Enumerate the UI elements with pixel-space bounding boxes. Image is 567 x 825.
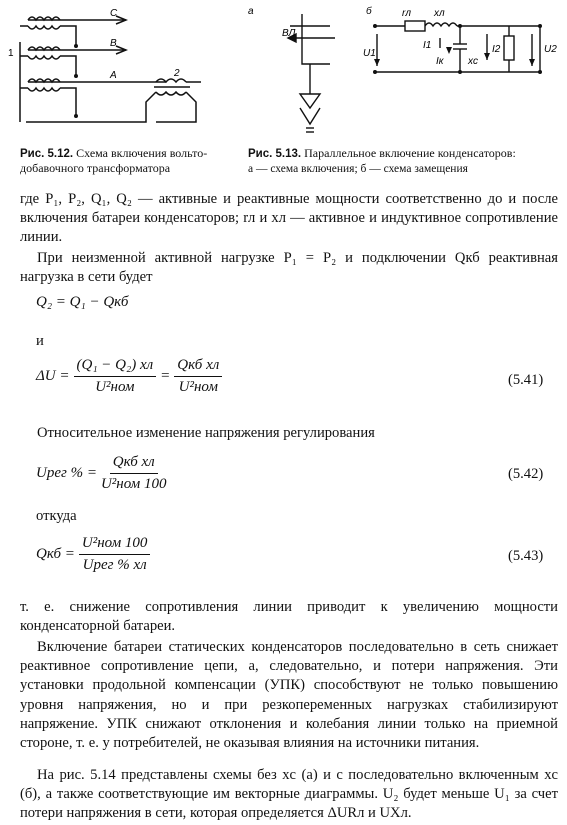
label-phase-b: B <box>110 38 117 49</box>
figure-5-13-caption: Рис. 5.13. Параллельное включение конденсаторов: а — схема включения; б — схема замещения <box>248 146 516 175</box>
equation-5-42: Uрег % = $\frac{\text{Qкб xл}}{\text{U²ном 100}}$ <box>36 454 167 492</box>
label-xc: xc <box>468 56 478 67</box>
label-phase-c: C <box>110 8 118 19</box>
paragraph-3: Относительное изменение напряжения регулирования <box>37 425 375 441</box>
equation-number-5-43: (5.43) <box>508 548 544 564</box>
figure-5-12-diagram <box>6 6 206 146</box>
label-rl: rл <box>402 8 411 19</box>
paragraph-6: На рис. 5.14 представлены схемы без xc (а) и с последовательно включенным xc (б), а также соответствующие им векторные диаграммы. U₂ будет меньше U₁ за счет потери напряжения в сети, которая определяется ΔURл и UXл. <box>20 767 558 822</box>
equation-q2: Q₂ = Q₁ − Qкб <box>36 294 129 310</box>
label-u2: U2 <box>544 44 557 55</box>
equation-number-5-42: (5.42) <box>508 466 544 482</box>
label-ik: Iк <box>436 56 444 67</box>
label-1: 1 <box>8 48 14 59</box>
word-whence: откуда <box>36 508 77 524</box>
label-2: 2 <box>174 68 180 79</box>
equation-number-5-41: (5.41) <box>508 372 544 388</box>
paragraph-2: При неизменной активной нагрузке P₁ = P₂ и подключении Qкб реактивная нагрузка в сети будет <box>20 250 558 286</box>
paragraph-4: т. е. снижение сопротивления линии приводит к увеличению мощности конденсаторной батареи. <box>20 599 558 635</box>
label-u1: U1 <box>363 48 376 59</box>
word-and: и <box>36 333 44 349</box>
label-b: б <box>366 6 372 17</box>
label-i2: I2 <box>492 44 501 55</box>
figure-5-12-caption: Рис. 5.12. Схема включения вольто-добавочного трансформатора <box>20 146 208 175</box>
paragraph-1: где P₁, P₂, Q₁, Q₂ — активные и реактивные мощности соответственно до и после включения батареи конденсаторов; rл и xл — активное и индуктивное сопротивление линии. <box>20 191 558 246</box>
label-i1: I1 <box>423 40 432 51</box>
label-phase-a: A <box>110 70 117 81</box>
equation-5-41: ΔU = $\frac{\text{(Q₁ − Q₂) xл}}{\text{U²ном}}$ = $\frac{\text{Qкб xл}}{\text{U²ном}}$ <box>36 357 226 396</box>
figure-5-13-diagram <box>240 4 560 139</box>
paragraph-5: Включение батареи статических конденсаторов последовательно в сеть снижает реактивное сопротивление цепи, а, следовательно, и потери напряжения. Эти установки продольной компенсации (УПК) способствуют не только повышению уровня напряжения, но и при резкопеременных нагрузках стабилизируют напряжение. УПК снижают отклонения и колебания линии только на приемной стороне, т. е. у потребителей, не оказывая влияния на источники питания. <box>20 639 558 752</box>
label-vl: ВЛ <box>282 28 296 39</box>
label-a: а <box>248 6 254 17</box>
label-xl: xл <box>434 8 445 19</box>
equation-5-43: Qкб = $\frac{\text{U²ном 100}}{\text{Uрег \% xл}}$ <box>36 535 154 574</box>
